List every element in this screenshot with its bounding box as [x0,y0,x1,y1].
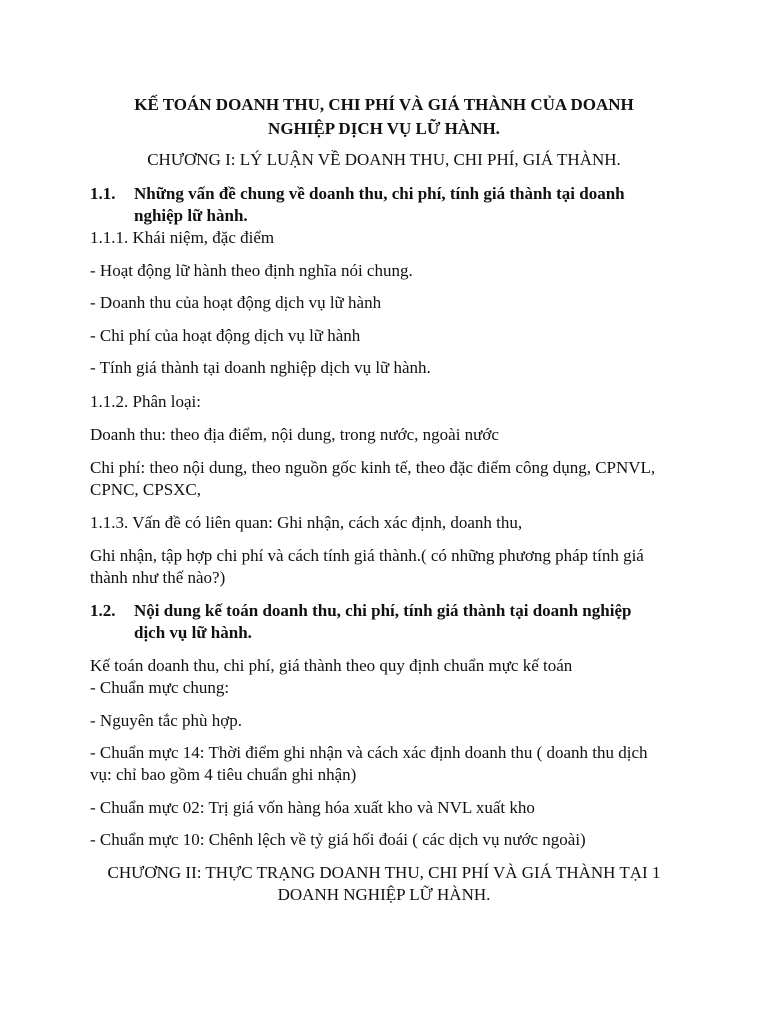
document-title-line-1: KẾ TOÁN DOANH THU, CHI PHÍ VÀ GIÁ THÀNH CỦA DOANH [134,95,634,114]
cost-classification-line-2: CPNC, CPSXC, [90,480,202,499]
matching-principle: - Nguyên tắc phù hợp. [90,711,243,730]
section-1-1-heading-line-2: nghiệp lữ hành. [134,206,248,225]
chapter-2-heading-line-2: DOANH NGHIỆP LỮ HÀNH. [277,885,491,904]
subsection-1-1-3: 1.1.3. Vấn đề có liên quan: Ghi nhận, cách xác định, doanh thu, [90,513,523,532]
standard-02: - Chuẩn mực 02: Trị giá vốn hàng hóa xuất kho và NVL xuất kho [90,798,535,817]
bullet-item: - Tính giá thành tại doanh nghiệp dịch vụ lữ hành. [90,358,431,377]
recognition-text-line-2: thành như thế nào?) [90,568,226,587]
revenue-classification: Doanh thu: theo địa điểm, nội dung, trong nước, ngoài nước [90,425,499,444]
bullet-item: - Chi phí của hoạt động dịch vụ lữ hành [90,326,361,345]
recognition-text-line-1: Ghi nhận, tập hợp chi phí và cách tính giá thành.( có những phương pháp tính giá [90,546,644,565]
subsection-1-1-2: 1.1.2. Phân loại: [90,392,201,411]
section-1-2-heading-line-2: dịch vụ lữ hành. [134,623,252,642]
standard-14-line-2: vụ: chỉ bao gồm 4 tiêu chuẩn ghi nhận) [90,765,357,784]
standard-10: - Chuẩn mực 10: Chênh lệch về tỷ giá hối đoái ( các dịch vụ nước ngoài) [90,830,586,849]
bullet-item: - Doanh thu của hoạt động dịch vụ lữ hành [90,293,382,312]
document-title-line-2: NGHIỆP DỊCH VỤ LỮ HÀNH. [268,119,500,138]
standard-general: - Chuẩn mực chung: [90,678,230,697]
cost-classification-line-1: Chi phí: theo nội dung, theo nguồn gốc kinh tế, theo đặc điểm công dụng, CPNVL, [90,458,656,477]
section-1-2-number: 1.2. [90,601,116,620]
section-1-1-heading-line-1: Những vấn đề chung về doanh thu, chi phí, tính giá thành tại doanh [134,184,625,203]
subsection-1-1-1: 1.1.1. Khái niệm, đặc điểm [90,228,275,247]
chapter-2-heading-line-1: CHƯƠNG II: THỰC TRẠNG DOANH THU, CHI PHÍ VÀ GIÁ THÀNH TẠI 1 [107,863,661,882]
standard-14-line-1: - Chuẩn mực 14: Thời điểm ghi nhận và cách xác định doanh thu ( doanh thu dịch [90,743,648,762]
bullet-item: - Hoạt động lữ hành theo định nghĩa nói chung. [90,261,413,280]
standards-intro: Kế toán doanh thu, chi phí, giá thành theo quy định chuẩn mực kế toán [90,656,573,675]
chapter-1-heading: CHƯƠNG I: LÝ LUẬN VỀ DOANH THU, CHI PHÍ, GIÁ THÀNH. [147,150,621,169]
section-1-1-number: 1.1. [90,184,116,203]
section-1-2-heading-line-1: Nội dung kế toán doanh thu, chi phí, tính giá thành tại doanh nghiệp [134,601,632,620]
